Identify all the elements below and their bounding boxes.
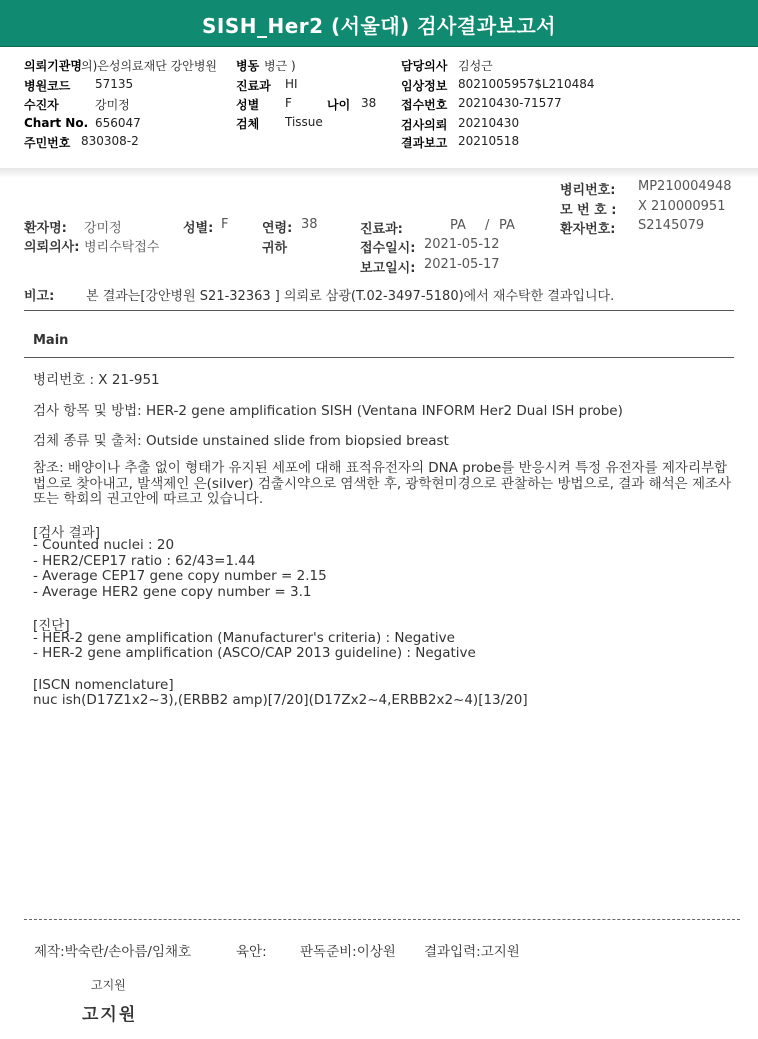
- hospital-code-value: 57135: [95, 77, 134, 91]
- pi-age-label: 연령:: [262, 221, 293, 236]
- mobile-no-label: 모 번 호 :: [560, 203, 617, 218]
- sex-value: F: [285, 96, 292, 110]
- patient-no-label: 환자번호:: [560, 222, 616, 237]
- result-line: - HER2/CEP17 ratio : 62/43=1.44: [33, 553, 256, 569]
- specimen-value: Tissue: [285, 115, 323, 129]
- institution-value: 의)은성의료재단 강안병원: [81, 59, 218, 73]
- hospital-code-label: 병원코드: [24, 79, 71, 93]
- path-number-line: 병리번호 : X 21-951: [33, 372, 160, 388]
- iscn-value: nuc ish(D17Z1x2~3),(ERBB2 amp)[7/20](D17Zx2~4,ERBB2x2~4)[13/20]: [33, 692, 528, 708]
- diagnosis-line: - HER-2 gene amplification (Manufacturer's criteria) : Negative: [33, 630, 455, 646]
- pi-age-value: 38: [301, 217, 318, 232]
- reference-note: 참조: 배양이나 추출 없이 형태가 유지된 세포에 대해 표적유전자의 DNA probe를 반응시켜 특정 유전자를 제자리부합법으로 찾아내고, 발색제인 은(silver) 검출시약으로 염색한 후, 광학현미경으로 관찰하는 방법으로, 결과 해석은 제조사 또는 학회의 권고안에 따르고 있습니다.: [33, 460, 732, 507]
- sex-label: 성별: [236, 98, 260, 112]
- signer-name: 고지원: [91, 978, 126, 992]
- entry-staff: 결과입력:고지원: [424, 944, 520, 960]
- signature: 고지원: [82, 1005, 138, 1025]
- receipt-no-label: 접수번호: [401, 98, 448, 112]
- chart-no-label: Chart No.: [24, 116, 89, 130]
- recipient-value: 강미정: [95, 98, 130, 112]
- rrn-value: 830308-2: [81, 134, 139, 148]
- result-line: - Average CEP17 gene copy number = 2.15: [33, 568, 327, 584]
- diagnosis-line: - HER-2 gene amplification (ASCO/CAP 2013 guideline) : Negative: [33, 645, 476, 661]
- result-line: - Counted nuclei : 20: [33, 537, 175, 553]
- pi-dept-value-2: PA: [499, 218, 515, 233]
- recipient-label: 수진자: [24, 98, 59, 112]
- ref-doctor-label: 의뢰의사:: [24, 240, 80, 255]
- pi-dept-slash: /: [485, 218, 490, 233]
- ward-label: 병동: [236, 59, 260, 73]
- receipt-date-label: 접수일시:: [360, 241, 416, 256]
- specimen-label: 검체: [236, 117, 260, 131]
- pi-dept-label: 진료과:: [360, 222, 403, 237]
- diagnosis-title: [진단]: [33, 618, 70, 634]
- rrn-label: 주민번호: [24, 136, 71, 150]
- remark-value: 본 결과는[강안병원 S21-32363 ] 의뢰로 삼광(T.02-3497-5180)에서 재수탁한 결과입니다.: [86, 289, 615, 304]
- clinical-info-label: 임상정보: [401, 79, 448, 93]
- main-section-title: Main: [33, 333, 69, 348]
- production-staff: 제작:박숙란/손아름/임채호: [34, 944, 192, 960]
- dept-label: 진료과: [236, 79, 271, 93]
- footer-divider: [24, 919, 740, 920]
- clinical-info-value: 8021005957$L210484: [458, 77, 595, 91]
- doctor-label: 담당의사: [401, 59, 448, 73]
- pi-sex-label: 성별:: [183, 221, 214, 236]
- request-date-value: 20210430: [458, 116, 520, 130]
- path-no-value: MP210004948: [638, 179, 732, 194]
- header-separator: [0, 168, 758, 178]
- result-line: - Average HER2 gene copy number = 3.1: [33, 584, 312, 600]
- pi-dept-value-1: PA: [450, 218, 466, 233]
- ward-value: 병근 ): [264, 59, 296, 73]
- training-staff: 육안:: [236, 944, 267, 960]
- results-title: [검사 결과]: [33, 525, 100, 541]
- report-date-value: 20210518: [458, 134, 520, 148]
- remark-label: 비고:: [24, 289, 55, 304]
- receipt-date-value: 2021-05-12: [424, 237, 500, 252]
- specimen-source-line: 검체 종류 및 출처: Outside unstained slide from biopsied breast: [33, 433, 449, 449]
- remark-divider: [24, 310, 734, 311]
- report-date-label: 결과보고: [401, 136, 448, 150]
- pi-report-date-value: 2021-05-17: [424, 257, 500, 272]
- mobile-no-value: X 210000951: [638, 199, 726, 214]
- test-method-line: 검사 항목 및 방법: HER-2 gene amplification SISH (Ventana INFORM Her2 Dual ISH probe): [33, 403, 623, 419]
- chart-no-value: 656047: [95, 116, 141, 130]
- doctor-value: 김성근: [458, 59, 493, 73]
- title-bar: [0, 0, 758, 47]
- patient-no-value: S2145079: [638, 218, 705, 233]
- patient-name-label: 환자명:: [24, 221, 67, 236]
- request-date-label: 검사의뢰: [401, 118, 448, 132]
- pi-report-date-label: 보고일시:: [360, 261, 416, 276]
- institution-label: 의뢰기관명: [24, 59, 82, 73]
- pi-sex-value: F: [221, 217, 229, 232]
- ref-doctor-value: 병리수탁접수: [84, 240, 160, 255]
- receipt-no-value: 20210430-71577: [458, 96, 562, 110]
- age-label: 나이: [327, 98, 351, 112]
- age-value: 38: [361, 96, 377, 110]
- path-no-label: 병리번호:: [560, 183, 616, 198]
- patient-name-value: 강미정: [84, 221, 122, 236]
- attn-label: 귀하: [262, 241, 288, 256]
- dept-value: HI: [285, 77, 298, 91]
- main-divider: [24, 357, 734, 358]
- iscn-title: [ISCN nomenclature]: [33, 677, 174, 693]
- report-title: SISH_Her2 (서울대) 검사결과보고서: [202, 14, 556, 38]
- prep-staff: 판독준비:이상원: [300, 944, 396, 960]
